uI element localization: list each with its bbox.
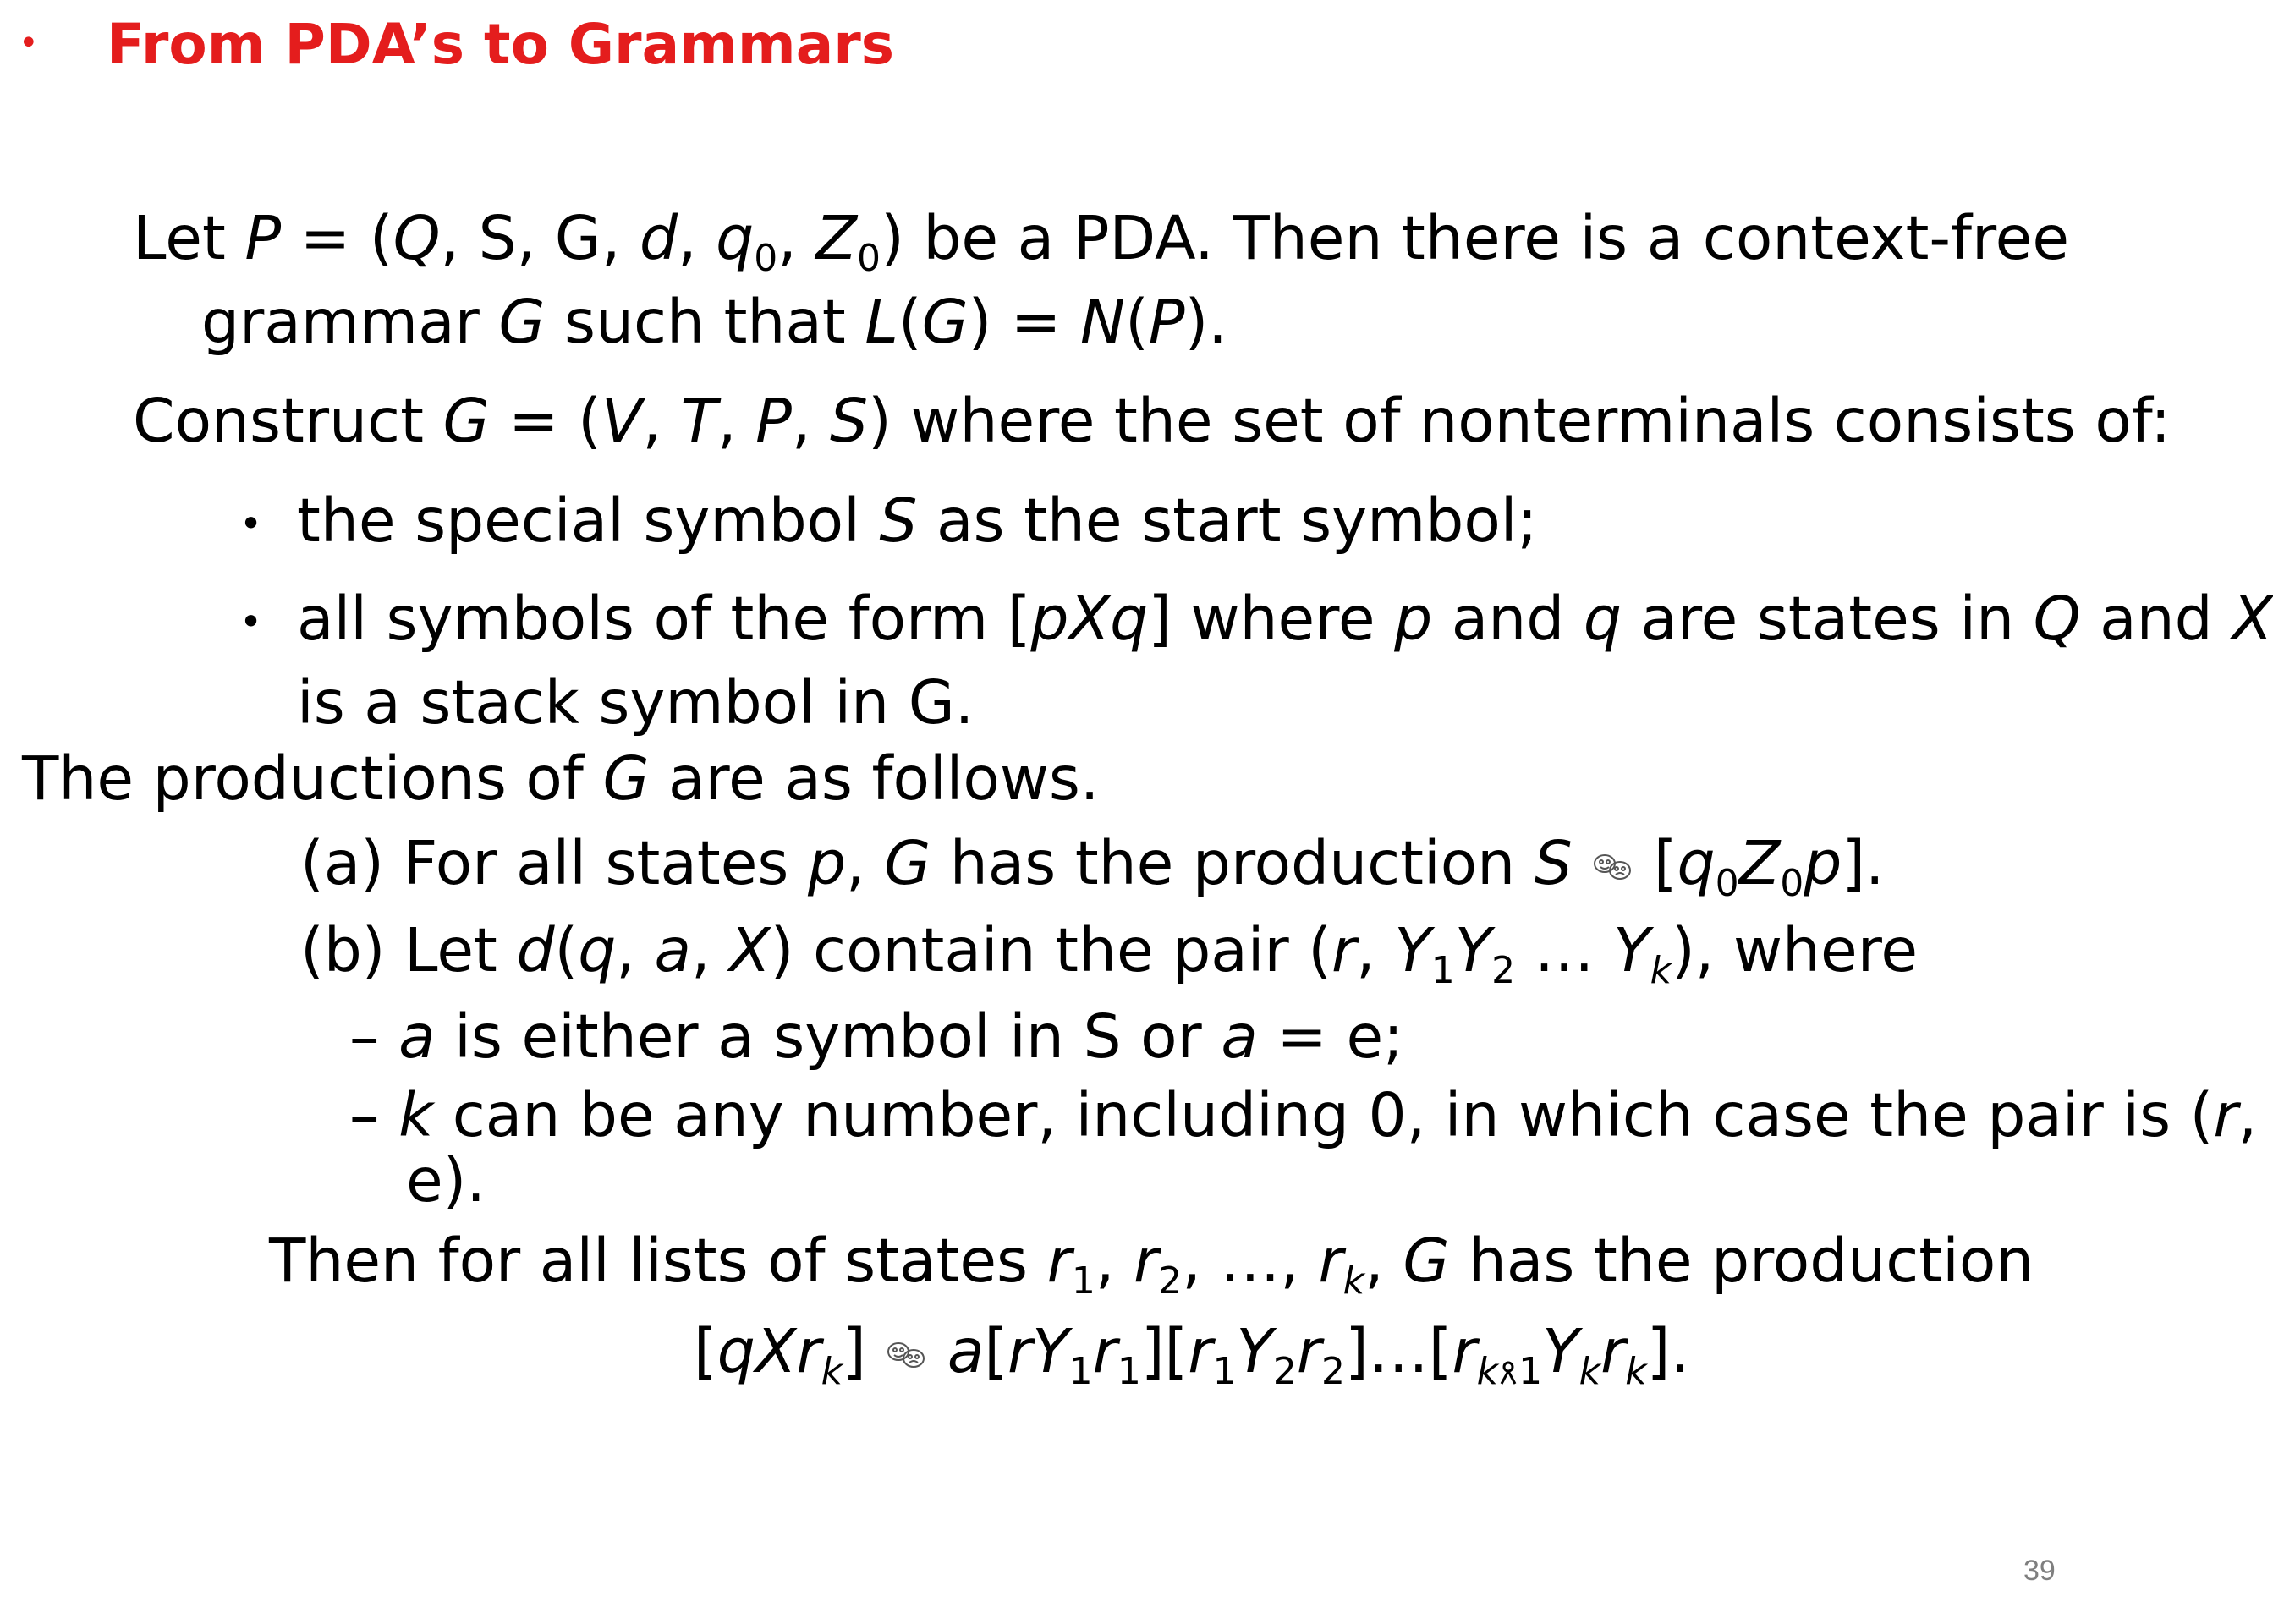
text: , (846, 828, 885, 898)
subscript: 0 (857, 237, 881, 281)
var-r: r (1452, 1316, 1477, 1386)
construct-line (133, 386, 2171, 456)
text: grammar (201, 287, 499, 357)
var-a: a (654, 915, 691, 985)
var-P: P (244, 203, 282, 273)
text: = e; (1257, 1001, 1404, 1072)
subscript: 1 (1430, 949, 1455, 993)
var-Z: Z (815, 203, 858, 273)
subscript: 2 (1321, 1350, 1346, 1394)
text: has the production (931, 828, 1535, 898)
var-d: d (639, 203, 678, 273)
var-V: V (601, 386, 643, 456)
text: The productions of (22, 743, 603, 814)
text: ) = (968, 287, 1080, 357)
text: ) contain the pair ( (770, 915, 1331, 985)
text: , (690, 915, 730, 985)
subscript: 1 (1518, 1350, 1543, 1394)
var-P: P (755, 386, 792, 456)
var-a: a (398, 1001, 436, 1072)
var-k: k (398, 1080, 434, 1150)
text: are as follows. (649, 743, 1100, 814)
text: such that (545, 287, 865, 357)
dash: – (349, 1001, 380, 1072)
text: [ (694, 1316, 717, 1386)
var-G: G (1403, 1226, 1450, 1296)
productions-intro (22, 743, 1100, 814)
text: ) be a PDA. Then there is a context-free (881, 203, 2070, 273)
subscript: 2 (1491, 949, 1516, 993)
text: ), where (1672, 915, 1919, 985)
var-G: G (442, 386, 490, 456)
var-Y: Y (1394, 915, 1431, 985)
subscript: k (1476, 1350, 1499, 1394)
text: [ (1653, 828, 1677, 898)
var-a: a (1221, 1001, 1258, 1072)
dash: – (349, 1080, 380, 1150)
var-d: d (516, 915, 555, 985)
text: Construct (133, 386, 443, 456)
text: , …, (1182, 1226, 1319, 1296)
var-r: r (1133, 1226, 1159, 1296)
text: has the production (1449, 1226, 2034, 1296)
subscript-k-minus-1 (1477, 1350, 1543, 1393)
text: , (1364, 1226, 1403, 1296)
text: ]. (1646, 1316, 1690, 1386)
var-r: r (1331, 915, 1357, 985)
var-G: G (921, 287, 969, 357)
var-r: r (1600, 1316, 1626, 1386)
subscript: k (1578, 1350, 1601, 1394)
var-N: N (1079, 287, 1126, 357)
text: ) where the set of nonterminals consists of: (868, 386, 2171, 456)
var-T: T (680, 386, 717, 456)
text: [ (984, 1316, 1008, 1386)
bullet-start-symbol (297, 486, 1538, 556)
text: , (716, 386, 756, 456)
text: ][ (1140, 1316, 1189, 1386)
var-p: p (1394, 584, 1433, 654)
text: is either a symbol in S or (435, 1001, 1222, 1072)
subscript: k (821, 1350, 843, 1394)
text: ( (1125, 287, 1149, 357)
then-line (269, 1226, 2034, 1303)
var-r: r (2213, 1080, 2238, 1150)
var-Z: Z (1738, 828, 1781, 898)
text: , (1356, 915, 1395, 985)
subscript: 0 (754, 237, 778, 281)
var-S: S (830, 386, 869, 456)
text: Then for all lists of states (269, 1226, 1047, 1296)
subscript: 1 (1071, 1259, 1095, 1303)
var-S: S (879, 486, 918, 556)
dash-item-2-line-2: e). (406, 1145, 486, 1215)
var-p: p (1804, 828, 1842, 898)
var-q: q (578, 915, 617, 985)
text: as the start symbol; (917, 486, 1538, 556)
text: ]…[ (1345, 1316, 1452, 1386)
text: = ( (281, 203, 393, 273)
title-bullet: • (19, 24, 39, 63)
var-L: L (865, 287, 898, 357)
var-q: q (1677, 828, 1716, 898)
var-r: r (1296, 1316, 1322, 1386)
text: Let (133, 203, 245, 273)
var-G: G (602, 743, 650, 814)
rule-b (300, 915, 1919, 993)
subscript: 1 (1117, 1350, 1141, 1394)
var-X: X (729, 915, 771, 985)
bullet-pxq-line-2: is a stack symbol in G. (297, 667, 975, 738)
var-Y: Y (1236, 1316, 1273, 1386)
var-Y: Y (1542, 1316, 1579, 1386)
bullet-dot: • (239, 501, 263, 546)
text: ] (843, 1316, 866, 1386)
subscript: k (1342, 1259, 1365, 1303)
page-number: 39 (2023, 1555, 2056, 1587)
var-q: q (1583, 584, 1622, 654)
text: , (2237, 1080, 2258, 1150)
text: ( (554, 915, 579, 985)
text: , (678, 203, 716, 273)
text: , (642, 386, 681, 456)
var-r: r (1188, 1316, 1213, 1386)
text: , (1095, 1226, 1134, 1296)
theorem-line-2 (201, 287, 1227, 357)
text: = ( (489, 386, 601, 456)
production-arrow-icon (881, 1338, 932, 1372)
var-G: G (884, 828, 931, 898)
bullet-pxq-line-1 (297, 584, 2273, 654)
text: , (777, 203, 816, 273)
var-Y: Y (1454, 915, 1492, 985)
production-arrow-icon (1588, 850, 1639, 884)
text: (b) Let (300, 915, 517, 985)
subscript: 2 (1158, 1259, 1183, 1303)
text: (a) For all states (300, 828, 808, 898)
var-rY: rY (1007, 1316, 1069, 1386)
text: ]. (1842, 828, 1885, 898)
text: ( (898, 287, 922, 357)
var-S: S (1534, 828, 1573, 898)
subscript: 0 (1715, 862, 1739, 906)
text: ] where (1148, 584, 1395, 654)
text: all symbols of the form [ (297, 584, 1031, 654)
var-p: p (807, 828, 847, 898)
text: and (2080, 584, 2232, 654)
var-G: G (498, 287, 546, 357)
theorem-line-1 (133, 203, 2070, 281)
text: are states in (1621, 584, 2034, 654)
var-Q: Q (393, 203, 441, 273)
subscript: 1 (1068, 1350, 1093, 1394)
bullet-dot: • (239, 599, 263, 645)
var-X: X (2232, 584, 2273, 654)
var-r: r (1092, 1316, 1117, 1386)
text: and (1432, 584, 1584, 654)
dash-item-2 (349, 1080, 2258, 1150)
final-production (694, 1316, 1690, 1394)
subscript: k (1650, 949, 1672, 993)
text: ). (1184, 287, 1227, 357)
rule-a (300, 828, 1885, 906)
subscript: 0 (1780, 862, 1804, 906)
var-P: P (1148, 287, 1185, 357)
dash-item-1 (349, 1001, 1404, 1072)
var-r: r (1318, 1226, 1343, 1296)
var-pXq: pXq (1030, 584, 1149, 654)
var-q: q (716, 203, 755, 273)
var-qXr: qXr (716, 1316, 821, 1386)
text: … (1515, 915, 1614, 985)
var-Y: Y (1613, 915, 1650, 985)
var-Q: Q (2033, 584, 2081, 654)
minus-glyph-icon (1498, 1360, 1518, 1385)
subscript: 1 (1212, 1350, 1237, 1394)
text: the special symbol (297, 486, 880, 556)
var-a: a (947, 1316, 985, 1386)
text: can be any number, including 0, in which case the pair is ( (433, 1080, 2214, 1150)
text: , (616, 915, 655, 985)
slide-title: From PDA’s to Grammars (107, 12, 895, 77)
subscript: 2 (1272, 1350, 1297, 1394)
var-r: r (1046, 1226, 1072, 1296)
text: , (791, 386, 831, 456)
text: , S, G, (440, 203, 640, 273)
subscript: k (1625, 1350, 1647, 1394)
